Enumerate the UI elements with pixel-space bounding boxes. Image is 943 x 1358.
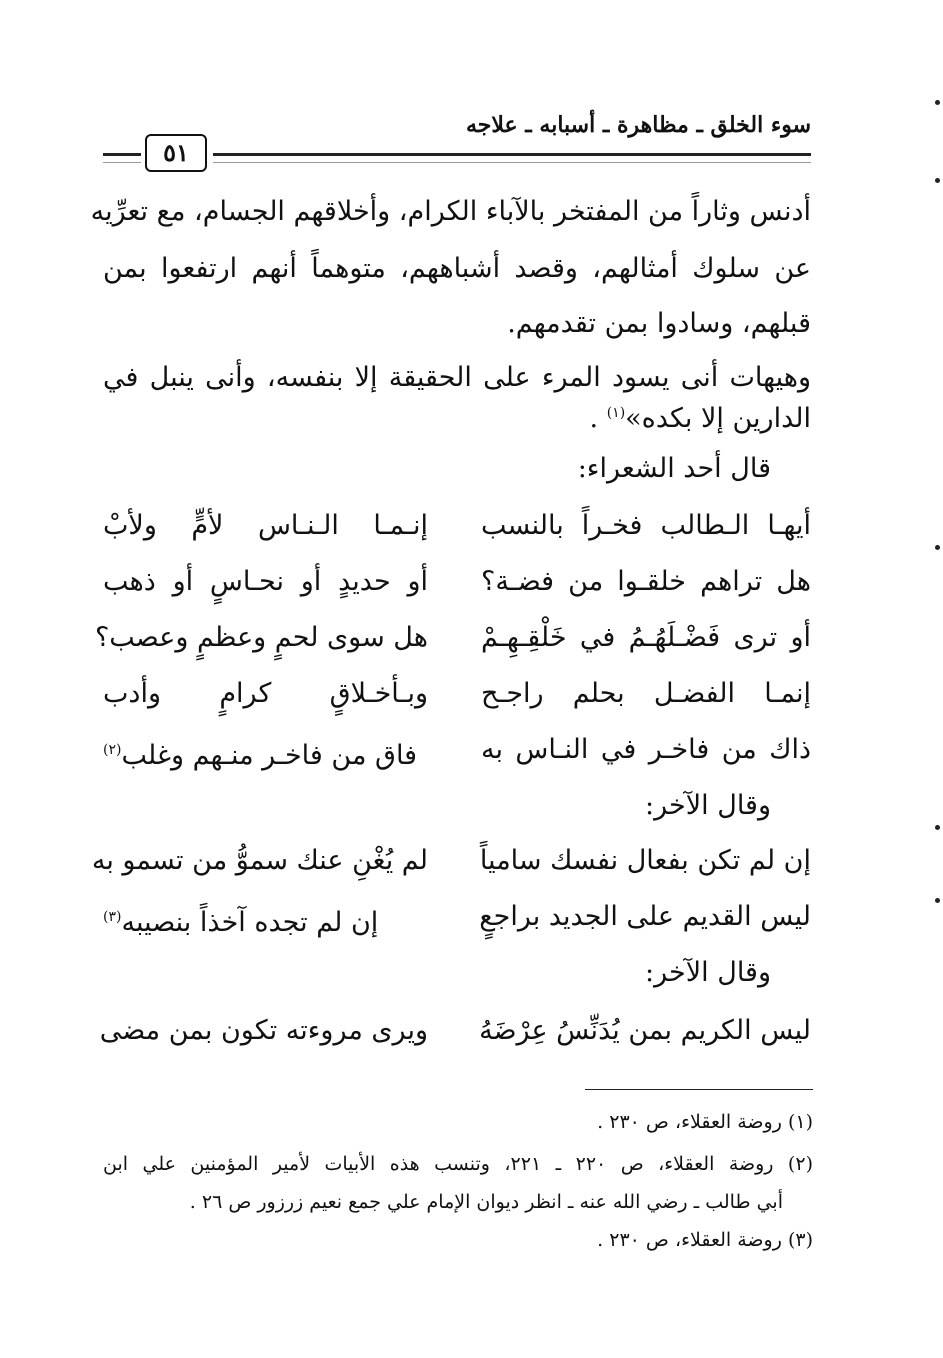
verse-hemistich-left: وبـأخـلاقٍ كرامٍ وأدب bbox=[103, 678, 428, 709]
verse-hemistich-left-with-ref bbox=[103, 889, 433, 945]
poem-intro: وقال الآخر: bbox=[645, 790, 771, 821]
verse-hemistich-left-with-ref bbox=[103, 722, 433, 778]
verse-text: إن لم تجده آخذاً بنصيبه bbox=[121, 907, 379, 938]
margin-mark bbox=[935, 898, 940, 903]
header-rule-left bbox=[103, 153, 141, 163]
verse-hemistich-right: أيهـا الـطالب فخـراً بالنسب bbox=[481, 510, 811, 541]
prose-tail: . bbox=[589, 403, 607, 434]
footnote-ref: (٢) bbox=[103, 742, 122, 758]
verse-hemistich-right: ذاك من فاخـر في النـاس به bbox=[481, 734, 811, 765]
page-header bbox=[103, 112, 811, 178]
footnote: (٣) روضة العقلاء، ص ٢٣٠ . bbox=[597, 1229, 813, 1251]
poem-intro: وقال الآخر: bbox=[645, 957, 771, 988]
verse-hemistich-left: أو حديدٍ أو نحـاسٍ أو ذهب bbox=[103, 566, 428, 597]
verse-hemistich-right: هل تراهم خلقـوا من فضـة؟ bbox=[481, 566, 811, 597]
margin-mark bbox=[935, 100, 940, 105]
verse-hemistich-right: إن لم تكن بفعال نفسك سامياً bbox=[479, 845, 811, 876]
verse-text: فاق من فاخـر منـهم وغلب bbox=[121, 740, 418, 771]
verse-hemistich-left: إنـمـا الـنـاس لأمٍّ ولأبْ bbox=[103, 510, 428, 541]
verse-hemistich-left: لم يُغْنِ عنك سموُّ من تسمو به bbox=[91, 845, 428, 876]
verse-hemistich-left: هل سوى لحمٍ وعظمٍ وعصب؟ bbox=[94, 622, 428, 653]
running-title: سوء الخلق ـ مظاهرة ـ أسبابه ـ علاجه bbox=[466, 112, 811, 138]
margin-mark bbox=[935, 545, 940, 550]
footnote-ref: (٣) bbox=[103, 909, 122, 925]
poem-intro: قال أحد الشعراء: bbox=[577, 453, 771, 484]
verse-hemistich-right: إنمـا الفضـل بحلم راجـح bbox=[481, 678, 811, 709]
verse-hemistich-right: ليس القديم على الجديد براجعٍ bbox=[479, 901, 811, 932]
page-number: ٥١ bbox=[145, 134, 207, 172]
margin-mark bbox=[935, 825, 940, 830]
verse-hemistich-left: ويرى مروءته تكون بمن مضى bbox=[99, 1015, 428, 1046]
footnote: (١) روضة العقلاء، ص ٢٣٠ . bbox=[597, 1111, 813, 1133]
margin-mark bbox=[935, 178, 940, 183]
prose-line: وهيهات أنى يسود المرء على الحقيقة إلا بنفسه، وأنى ينبل في bbox=[103, 362, 811, 393]
footnote-ref: (١) bbox=[606, 405, 626, 421]
footnote-continuation: أبي طالب ـ رضي الله عنه ـ انظر ديوان الإمام علي جمع نعيم زرزور ص ٢٦ . bbox=[189, 1191, 783, 1213]
prose-line: أدنس وثاراً من المفتخر بالآباء الكرام، وأخلاقهم الجسام، مع تعرِّيه bbox=[90, 196, 811, 227]
verse-hemistich-right: ليس الكريم بمن يُدَنِّسُ عِرْضَهُ bbox=[479, 1015, 811, 1046]
prose-line: قبلهم، وسادوا بمن تقدمهم. bbox=[507, 308, 811, 339]
footnote-separator bbox=[585, 1089, 813, 1090]
header-rule bbox=[213, 153, 811, 163]
prose-text: الدارين إلا بكده» bbox=[625, 403, 811, 434]
prose-line: عن سلوك أمثالهم، وقصد أشباههم، متوهماً أنهم ارتفعوا بمن bbox=[103, 253, 811, 284]
prose-line-last bbox=[590, 385, 811, 441]
verse-hemistich-right: أو ترى فَضْـلَهُـمُ في خَلْقِـهِـمْ bbox=[481, 622, 811, 653]
footnote: (٢) روضة العقلاء، ص ٢٢٠ ـ ٢٢١، وتنسب هذه الأبيات لأمير المؤمنين علي ابن bbox=[103, 1153, 813, 1175]
